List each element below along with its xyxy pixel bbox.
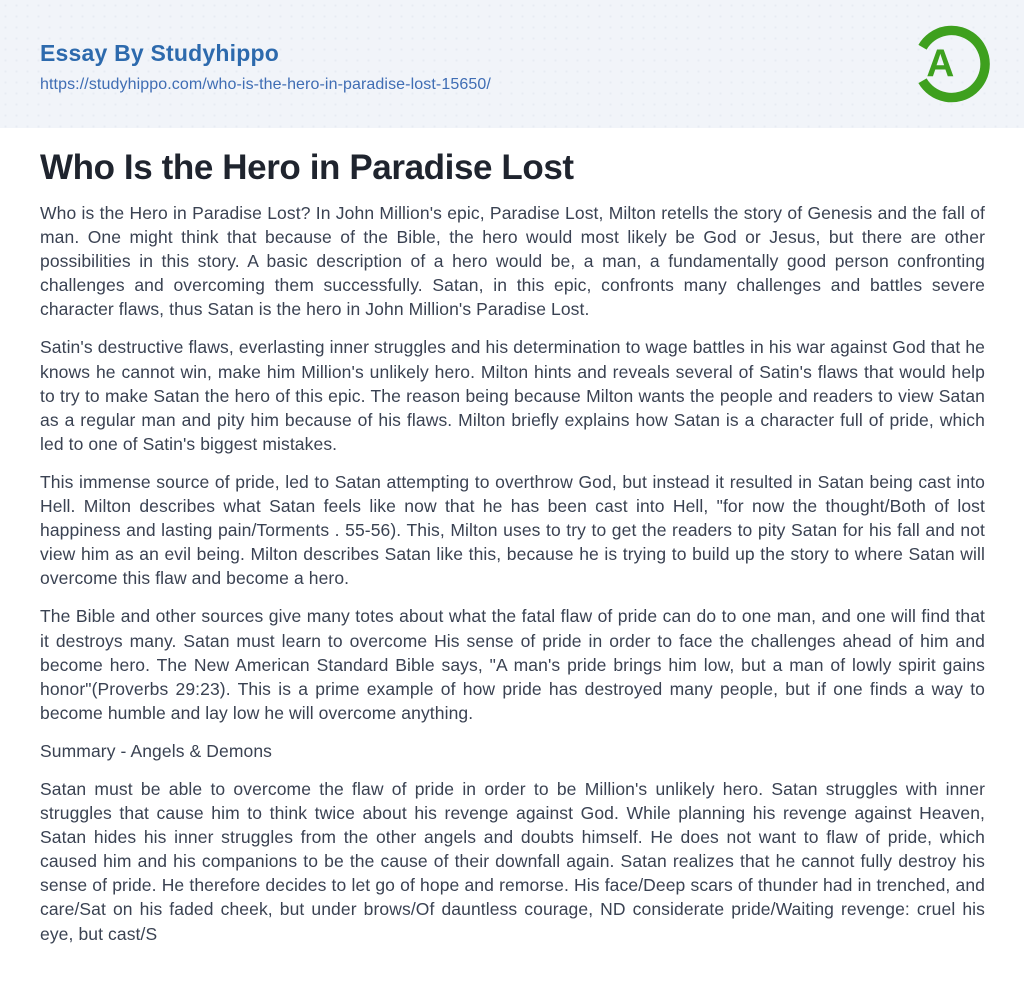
paragraph: Satin's destructive flaws, everlasting inner struggles and his determination to wage battles in his war against God that he knows he cannot win, make him Million's unlikely hero. Milton hints and reveals several of Satin's flaws that would help to try to make Satan the hero of this epic. The reason being because Milton wants the people and readers to view Satan as a regular man and pity him because of his flaws. Milton briefly explains how Satan is a character full of pride, which led to one of Satin's biggest mistakes. <box>40 337 985 454</box>
header-text-block <box>40 34 491 94</box>
paragraph: Summary - Angels & Demons <box>40 740 273 761</box>
logo-letter: A <box>926 42 955 86</box>
paragraph: Satan must be able to overcome the flaw of pride in order to be Million's unlikely hero. Satan struggles with inner struggles that cause him to think twice about his revenge against God. While planning his revenge against Heaven, Satan hides his inner struggles from the other angels and doubts himself. He does not want to flaw of pride, which caused him and his companions to be the cause of their downfall again. Satan realizes that he cannot fully destroy his sense of pride. He therefore decides to let go of hope and remorse. His face/Deep scars of thunder had in trenched, and care/Sat on his faded cheek, but under brows/Of dauntless courage, ND considerate pride/Waiting revenge: cruel his eye, but cast/S <box>40 778 985 944</box>
essay-title: Who Is the Hero in Paradise Lost <box>40 148 574 187</box>
essay-byline: Essay By Studyhippo <box>40 40 279 66</box>
essay-content <box>0 128 1024 986</box>
paragraph: The Bible and other sources give many totes about what the fatal flaw of pride can do to one man, and one will find that it destroys many. Satan must learn to overcome His sense of pride in order to face the challenges ahead of him and become hero. The New American Standard Bible says, "A man's pride brings him low, but a man of lowly spirit gains honor"(Proverbs 29:23). This is a prime example of how pride has destroyed many people, but if one finds a way to become humble and lay low he will overcome anything. <box>40 606 985 723</box>
paragraph: Who is the Hero in Paradise Lost? In John Million's epic, Paradise Lost, Milton retells the story of Genesis and the fall of man. One might think that because of the Bible, the hero would most likely be God or Jesus, but there are other possibilities in this story. A basic description of a hero would be, a man, a fundamentally good person confronting challenges and overcoming them successfully. Satan, in this epic, confronts many challenges and battles severe character flaws, thus Satan is the hero in John Million's Paradise Lost. <box>40 203 985 320</box>
paragraph: This immense source of pride, led to Satan attempting to overthrow God, but instead it resulted in Satan being cast into Hell. Milton describes what Satan feels like now that he has been cast into Hell, "for now the thought/Both of lost happiness and lasting pain/Torments . 55-56). This, Milton uses to try to get the readers to pity Satan for his fall and not view him as an evil being. Milton describes Satan like this, because he is trying to build up the story to where Satan will overcome this flaw and become a hero. <box>40 471 985 589</box>
essay-paragraphs <box>40 201 985 946</box>
source-url-link[interactable]: https://studyhippo.com/who-is-the-hero-in-paradise-lost-15650/ <box>40 76 491 93</box>
studyhippo-logo-icon[interactable] <box>906 21 992 107</box>
page-header <box>0 0 1024 128</box>
